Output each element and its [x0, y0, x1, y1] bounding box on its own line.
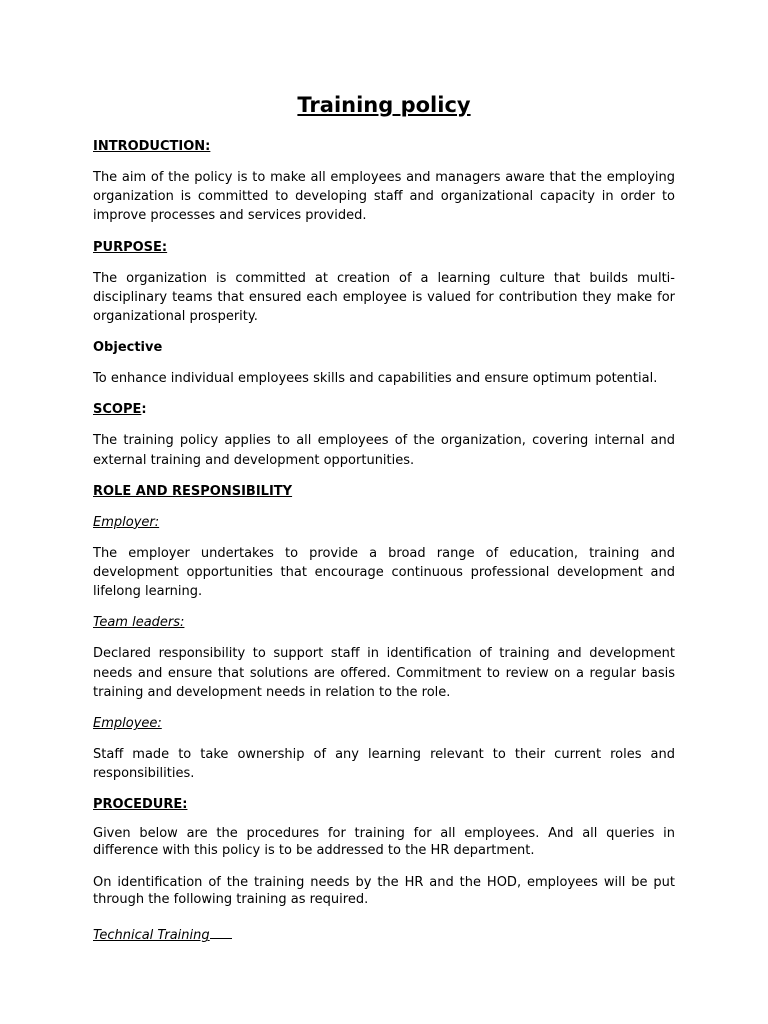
document-title: Training policy — [297, 93, 471, 117]
technical-training-underline-tail — [210, 924, 232, 939]
employer-paragraph: The employer undertakes to provide a broad range of education, training and development opportunities that encourage continuous professional development and lifelong learning. — [93, 545, 675, 600]
employer-subheading: Employer: — [93, 514, 160, 530]
scope-heading-text: SCOPE — [93, 402, 142, 418]
purpose-heading: PURPOSE: — [93, 239, 168, 255]
scope-heading-colon: : — [141, 402, 147, 418]
introduction-paragraph: The aim of the policy is to make all employees and managers aware that the employing organization is committed to developing staff and organizational capacity in order to improve processes and services provided. — [93, 170, 675, 224]
scope-paragraph: The training policy applies to all employees of the organization, covering internal and external training and development opportunities. — [93, 433, 675, 468]
scope-heading — [93, 400, 675, 420]
technical-training-label: Technical Training — [93, 928, 210, 944]
purpose-paragraph: The organization is committed at creation of a learning culture that builds multi-disciplinary teams that ensured each employee is valued for contribution they make for organizational prosperity. — [93, 270, 675, 325]
team-leaders-subheading: Team leaders: — [93, 615, 185, 631]
team-leaders-paragraph: Declared responsibility to support staff in identification of training and development needs and ensure that solutions are offered. Commitment to review on a regular basis training and development needs in relation to the role. — [93, 646, 675, 700]
objective-paragraph: To enhance individual employees skills and capabilities and ensure optimum potential. — [93, 371, 658, 387]
employee-paragraph: Staff made to take ownership of any learning relevant to their current roles and responsibilities. — [93, 747, 675, 782]
technical-training-subheading — [93, 924, 675, 946]
introduction-heading: INTRODUCTION: — [93, 139, 211, 154]
procedure-heading: PROCEDURE: — [93, 797, 188, 813]
role-heading: ROLE AND RESPONSIBILITY — [93, 483, 293, 499]
document-body — [93, 90, 675, 957]
procedure-paragraph-1: Given below are the procedures for training for all employees. And all queries in difference with this policy is to be addressed to the HR department. — [93, 826, 675, 858]
procedure-paragraph-2: On identification of the training needs by the HR and the HOD, employees will be put through the following training as required. — [93, 875, 675, 907]
employee-subheading: Employee: — [93, 716, 162, 732]
objective-heading: Objective — [93, 340, 163, 356]
